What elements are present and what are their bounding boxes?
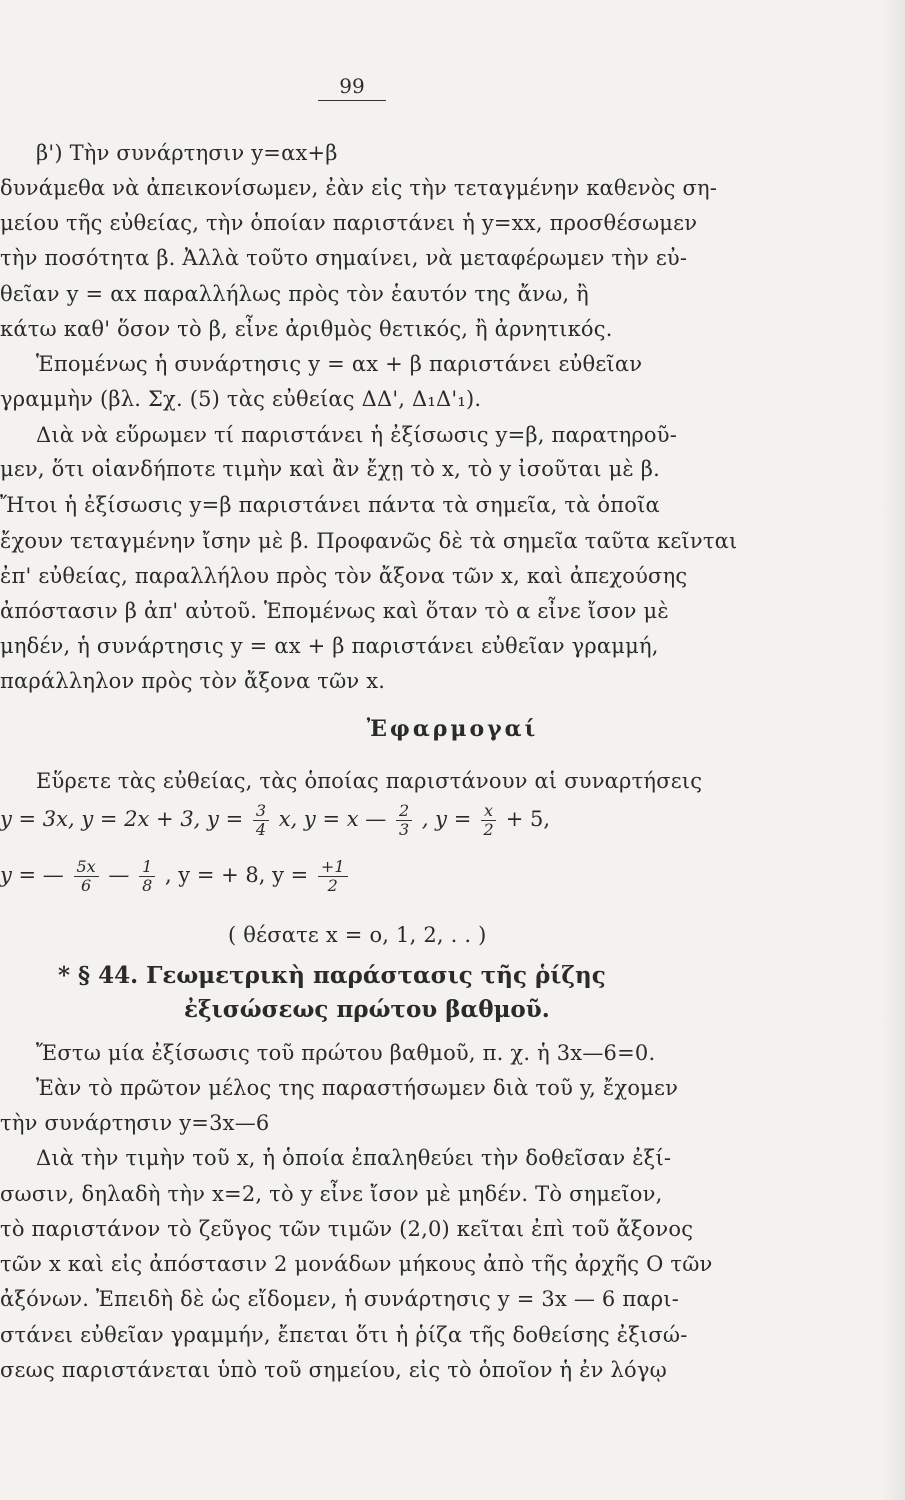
text-line: Διὰ τὴν τιμὴν τοῦ x, ἡ ὁποία ἐπαληθεύει τὴν δοθεῖσαν ἐξί-: [36, 1146, 672, 1170]
section-heading: * § 44. Γεωμετρικὴ παράστασις τῆς ῥίζης: [58, 962, 606, 989]
fraction-numerator: 5x: [74, 858, 99, 877]
text-line: τὴν συνάρτησιν y=3x—6: [0, 1111, 270, 1135]
text-line: σεως παριστάνεται ὑπὸ τοῦ σημείου, εἰς τὸ ὁποῖον ἡ ἐν λόγῳ: [0, 1358, 667, 1382]
text-line: β') Τὴν συνάρτησιν y=αx+β: [36, 141, 338, 165]
fraction-numerator: +1: [318, 858, 348, 877]
eq-text: + 5,: [505, 807, 551, 831]
text-line: γραμμὴν (βλ. Σχ. (5) τὰς εὐθείας ΔΔ', Δ₁Δ'₁).: [0, 387, 482, 411]
fraction-numerator: 2: [396, 802, 412, 821]
text-line: ἔχουν τεταγμένην ἴσην μὲ β. Προφανῶς δὲ τὰ σημεῖα ταῦτα κεῖνται: [0, 529, 738, 553]
fraction: [318, 858, 348, 895]
fraction-denominator: 4: [255, 820, 267, 839]
applications-intro: Εὕρετε τὰς εὐθείας, τὰς ὁποίας παριστάνουν αἱ συναρτήσεις: [36, 769, 703, 793]
fraction-denominator: 6: [81, 876, 92, 895]
page-number: 99: [318, 74, 386, 101]
text-line: ἐπ' εὐθείας, παραλλήλου πρὸς τὸν ἄξονα τῶν x, καὶ ἀπεχούσης: [0, 564, 688, 588]
eq-text: , y =: [421, 807, 472, 831]
fraction-denominator: 8: [142, 876, 153, 895]
text-line: Ἔστω μία ἐξίσωσις τοῦ πρώτου βαθμοῦ, π. χ. ἡ 3x—6=0.: [36, 1041, 656, 1065]
eq-text: y = 3x, y = 2x + 3, y =: [0, 807, 244, 831]
text-line: μείου τῆς εὐθείας, τὴν ὁποίαν παριστάνει ἡ y=xx, προσθέσωμεν: [0, 211, 698, 235]
fraction-denominator: 3: [398, 820, 410, 839]
text-line: Ἤτοι ἡ ἐξίσωσις y=β παριστάνει πάντα τὰ σημεῖα, τὰ ὁποῖα: [0, 493, 660, 517]
text-line: κάτω καθ' ὅσον τὸ β, εἶνε ἀριθμὸς θετικός, ἢ ἀρνητικός.: [0, 317, 613, 341]
applications-heading: Ἐφαρμογαί: [366, 716, 539, 742]
section-heading-continued: ἐξισώσεως πρώτου βαθμοῦ.: [184, 996, 550, 1023]
fraction-numerator: 3: [253, 802, 269, 821]
fraction: [74, 858, 99, 895]
equation-line-3: ( θέσατε x = o, 1, 2, . . ): [228, 923, 487, 947]
text-line: Ἑπομένως ἡ συνάρτησις y = αx + β παριστάνει εὐθεῖαν: [36, 352, 643, 376]
fraction: [481, 802, 496, 839]
text-line: ἀξόνων. Ἐπειδὴ δὲ ὡς εἴδομεν, ἡ συνάρτησις y = 3x — 6 παρι-: [0, 1287, 680, 1311]
text-line: θεῖαν y = αx παραλλήλως πρὸς τὸν ἑαυτόν της ἄνω, ἢ: [0, 282, 589, 306]
fraction-denominator: 2: [483, 820, 494, 839]
fraction-denominator: 2: [327, 876, 338, 895]
text-line: τὴν ποσότητα β. Ἀλλὰ τοῦτο σημαίνει, νὰ μεταφέρωμεν τὴν εὐ-: [0, 246, 688, 270]
fraction-numerator: 1: [139, 858, 155, 877]
eq-text: x, y = x —: [278, 807, 387, 831]
page-edge-shadow: [880, 0, 905, 1500]
text-line: Ἐὰν τὸ πρῶτον μέλος της παραστήσωμεν διὰ τοῦ y, ἔχομεν: [36, 1076, 679, 1100]
fraction: [139, 858, 155, 895]
fraction: [253, 802, 269, 839]
text-line: παράλληλον πρὸς τὸν ἄξονα τῶν x.: [0, 669, 386, 693]
text-line: μηδέν, ἡ συνάρτησις y = αx + β παριστάνει εὐθεῖαν γραμμή,: [0, 634, 659, 658]
fraction: [396, 802, 412, 839]
text-line: σωσιν, δηλαδὴ τὴν x=2, τὸ y εἶνε ἴσον μὲ μηδέν. Τὸ σημεῖον,: [0, 1182, 663, 1206]
text-line: Διὰ νὰ εὕρωμεν τί παριστάνει ἡ ἐξίσωσις y=β, παρατηροῦ-: [36, 423, 678, 447]
text-line: στάνει εὐθεῖαν γραμμήν, ἔπεται ὅτι ἡ ῥίζα τῆς δοθείσης ἐξισώ-: [0, 1323, 688, 1347]
text-line: ἀπόστασιν β ἀπ' αὐτοῦ. Ἑπομένως καὶ ὅταν τὸ α εἶνε ἴσον μὲ: [0, 599, 669, 623]
text-line: μεν, ὅτι οἱανδήποτε τιμὴν καὶ ἂν ἔχῃ τὸ x, τὸ y ἰσοῦται μὲ β.: [0, 457, 660, 481]
eq-text: —: [108, 863, 130, 887]
text-line: τῶν x καὶ εἰς ἀπόστασιν 2 μονάδων μήκους ἀπὸ τῆς ἀρχῆς Ο τῶν: [0, 1252, 713, 1276]
equation-line-1: [0, 802, 550, 839]
text-line: τὸ παριστάνον τὸ ζεῦγος τῶν τιμῶν (2,0) κεῖται ἐπὶ τοῦ ἄξονος: [0, 1217, 694, 1241]
fraction-numerator: x: [481, 802, 496, 821]
equation-line-2: [0, 858, 351, 895]
eq-text: , y = + 8, y =: [164, 863, 309, 887]
text-line: δυνάμεθα νὰ ἀπεικονίσωμεν, ἐὰν εἰς τὴν τεταγμένην καθενὸς ση-: [0, 176, 718, 200]
eq-text: y = —: [0, 863, 64, 887]
